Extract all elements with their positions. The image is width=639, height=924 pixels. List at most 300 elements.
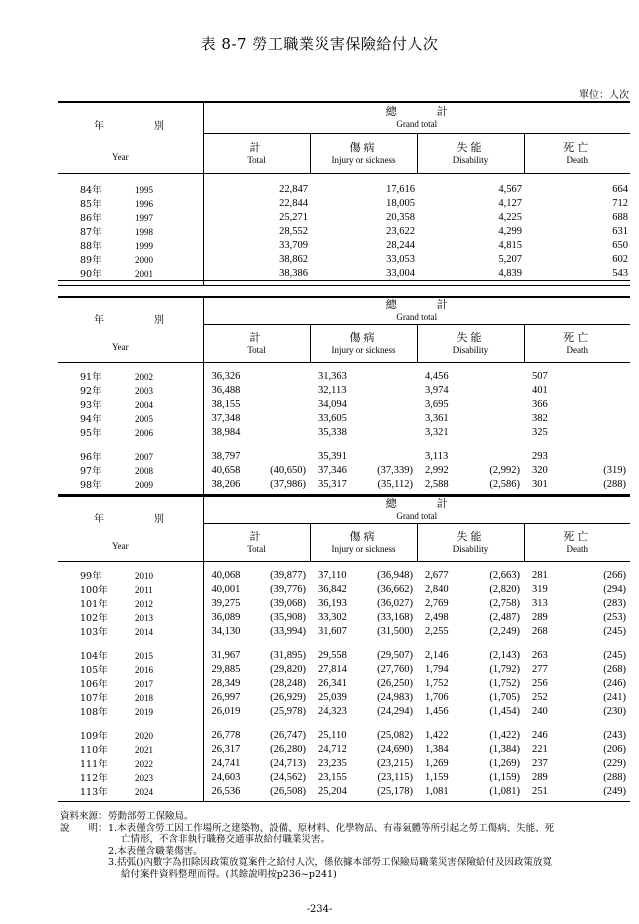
year-ad: 2006	[135, 428, 153, 438]
table-row	[58, 638, 630, 662]
cell-injury: 24,323	[318, 705, 347, 717]
cell-disability: 1,706	[425, 691, 449, 703]
cell-death-adjusted: (245)	[603, 649, 626, 661]
cell-injury: 35,391	[318, 450, 347, 462]
cell-disability: 4,225	[498, 211, 522, 223]
cell-disability-adjusted: (2,663)	[489, 569, 520, 581]
cell-injury: 25,204	[318, 785, 347, 797]
cell-death-adjusted: (229)	[603, 757, 626, 769]
table-row	[58, 425, 630, 439]
cell-death-adjusted: (241)	[603, 691, 626, 703]
cell-total: 29,885	[211, 663, 241, 675]
cell-total: 28,552	[279, 225, 308, 237]
table-row	[58, 439, 630, 463]
cell-disability-adjusted: (2,487)	[489, 611, 520, 623]
year-ad: 2000	[135, 255, 153, 265]
table-row	[58, 610, 630, 624]
cell-injury: 33,004	[386, 267, 415, 279]
year-ad: 2018	[135, 693, 153, 703]
cell-injury: 31,363	[318, 370, 347, 382]
year-ad: 2020	[135, 731, 153, 741]
cell-disability: 3,321	[425, 426, 449, 438]
year-ad: 1998	[135, 227, 153, 237]
cell-death: 602	[612, 253, 628, 265]
cell-death: 289	[532, 611, 548, 623]
cell-disability: 2,498	[425, 611, 449, 623]
cell-injury: 33,053	[386, 253, 415, 265]
year-roc: 111年	[80, 759, 108, 770]
cell-disability: 2,840	[425, 583, 449, 595]
year-roc: 88年	[80, 241, 102, 252]
year-ad: 2019	[135, 707, 153, 717]
year-roc: 110年	[80, 745, 108, 756]
cell-total-adjusted: (28,248)	[270, 677, 306, 689]
year-roc: 106年	[80, 679, 108, 690]
col-total: 計	[249, 529, 264, 543]
cell-death-adjusted: (266)	[603, 569, 626, 581]
cell-death: 256	[532, 677, 548, 689]
year-ad: 2013	[135, 613, 153, 623]
cell-death-adjusted: (268)	[603, 663, 626, 675]
notes	[60, 811, 632, 880]
year-roc: 86年	[80, 213, 102, 224]
cell-injury-adjusted: (25,178)	[377, 785, 413, 797]
year-roc: 93年	[80, 400, 102, 411]
cell-injury: 37,110	[318, 569, 347, 581]
table-row	[58, 210, 630, 224]
unit-label: 單位：人次	[579, 90, 629, 101]
table-section-1	[58, 101, 630, 286]
cell-total-adjusted: (40,650)	[270, 464, 306, 476]
year-ad: 2012	[135, 599, 153, 609]
note-label: 說 明：	[60, 822, 108, 834]
cell-injury-adjusted: (23,215)	[377, 757, 413, 769]
cell-disability: 5,207	[498, 253, 522, 265]
col-death-en: Death	[566, 344, 588, 355]
cell-disability-adjusted: (2,143)	[489, 649, 520, 661]
cell-disability: 1,269	[425, 757, 449, 769]
cell-disability: 3,695	[425, 398, 449, 410]
cell-injury: 27,814	[318, 663, 347, 675]
table-row	[58, 383, 630, 397]
cell-injury: 20,358	[386, 211, 415, 223]
cell-total: 22,847	[279, 183, 308, 195]
cell-injury-adjusted: (37,339)	[377, 464, 413, 476]
cell-injury-adjusted: (36,662)	[377, 583, 413, 595]
cell-total: 26,536	[211, 785, 241, 797]
table-row	[58, 196, 630, 210]
note-3b: 給付案件資料整理而得。(其餘說明按p236~p241)	[121, 868, 337, 880]
cell-total-adjusted: (25,978)	[270, 705, 306, 717]
col-injury-en: Injury or sickness	[331, 154, 396, 165]
year-ad: 2009	[135, 480, 153, 490]
cell-total: 33,709	[279, 239, 308, 251]
cell-disability: 4,839	[498, 267, 522, 279]
year-roc: 113年	[80, 787, 108, 798]
cell-disability-adjusted: (1,159)	[489, 771, 520, 783]
cell-death-adjusted: (246)	[603, 677, 626, 689]
cell-injury-adjusted: (29,507)	[377, 649, 413, 661]
cell-death-adjusted: (230)	[603, 705, 626, 717]
cell-injury: 25,039	[318, 691, 347, 703]
cell-total-adjusted: (33,994)	[270, 625, 306, 637]
cell-disability-adjusted: (1,081)	[489, 785, 520, 797]
col-death: 死亡	[563, 140, 592, 154]
year-header-en: Year	[112, 151, 129, 162]
cell-disability: 2,769	[425, 597, 449, 609]
cell-injury-adjusted: (26,250)	[377, 677, 413, 689]
cell-total: 36,089	[211, 611, 241, 623]
grand-total-header-en: Grand total	[396, 312, 438, 323]
cell-injury: 37,346	[318, 464, 347, 476]
table-row	[58, 662, 630, 676]
cell-total: 24,741	[211, 757, 241, 769]
cell-injury: 25,110	[318, 729, 347, 741]
cell-injury-adjusted: (31,500)	[377, 625, 413, 637]
cell-death: 401	[532, 384, 548, 396]
note-3a: 3.括弧()內數字為扣除因政策放寬案件之給付人次，係依據本部勞工保險局職業災害保險給付及因政策放寬	[108, 857, 552, 868]
cell-death: 313	[532, 597, 548, 609]
year-ad: 2003	[135, 386, 153, 396]
cell-total-adjusted: (35,908)	[270, 611, 306, 623]
cell-disability: 1,456	[425, 705, 449, 717]
year-ad: 1999	[135, 241, 153, 251]
cell-injury: 36,842	[318, 583, 347, 595]
cell-total-adjusted: (24,713)	[270, 757, 306, 769]
year-ad: 2023	[135, 773, 153, 783]
cell-death-adjusted: (249)	[603, 785, 626, 797]
year-roc: 89年	[80, 255, 102, 266]
col-total-en: Total	[247, 154, 266, 165]
cell-injury: 31,607	[318, 625, 347, 637]
cell-death: 382	[532, 412, 548, 424]
cell-death: 240	[532, 705, 548, 717]
cell-total-adjusted: (31,895)	[270, 649, 306, 661]
table-row	[58, 704, 630, 718]
col-total-en: Total	[247, 344, 266, 355]
table-row	[58, 363, 630, 384]
col-injury: 傷病	[349, 529, 378, 543]
cell-total: 26,019	[211, 705, 241, 717]
year-roc: 100年	[80, 585, 108, 596]
grand-total-header: 總計	[385, 298, 488, 312]
cell-death: 289	[532, 771, 548, 783]
cell-death: 631	[612, 225, 628, 237]
table-row	[58, 784, 630, 798]
cell-death: 712	[612, 197, 628, 209]
table-row	[58, 676, 630, 690]
cell-death-adjusted: (294)	[603, 583, 626, 595]
cell-injury: 23,622	[386, 225, 415, 237]
cell-total: 40,658	[211, 464, 241, 476]
year-ad: 2015	[135, 651, 153, 661]
col-injury-en: Injury or sickness	[331, 543, 396, 554]
table-row	[58, 770, 630, 784]
cell-death-adjusted: (243)	[603, 729, 626, 741]
cell-disability: 1,794	[425, 663, 449, 675]
year-roc: 92年	[80, 386, 102, 397]
cell-injury: 28,244	[386, 239, 415, 251]
cell-total-adjusted: (26,929)	[270, 691, 306, 703]
cell-injury: 26,341	[318, 677, 347, 689]
cell-disability-adjusted: (1,792)	[489, 663, 520, 675]
cell-total: 28,349	[211, 677, 241, 689]
year-header-en: Year	[112, 341, 129, 352]
cell-injury-adjusted: (27,760)	[377, 663, 413, 675]
cell-disability: 4,127	[498, 197, 522, 209]
cell-death: 319	[532, 583, 548, 595]
table-row	[58, 397, 630, 411]
table-section-3	[58, 495, 630, 802]
cell-injury: 32,113	[318, 384, 347, 396]
cell-disability-adjusted: (2,992)	[489, 464, 520, 476]
table-row	[58, 624, 630, 638]
col-total: 計	[249, 140, 264, 154]
cell-injury-adjusted: (35,112)	[377, 478, 413, 490]
year-roc: 91年	[80, 372, 102, 383]
cell-total: 37,348	[211, 412, 241, 424]
cell-injury: 34,094	[318, 398, 347, 410]
cell-disability: 4,815	[498, 239, 522, 251]
cell-disability: 2,992	[425, 464, 449, 476]
year-roc: 108年	[80, 707, 108, 718]
table-row	[58, 266, 630, 281]
year-ad: 2022	[135, 759, 153, 769]
col-death-en: Death	[566, 543, 588, 554]
grand-total-header-en: Grand total	[396, 119, 438, 130]
cell-total: 40,068	[211, 569, 241, 581]
table-row	[58, 742, 630, 756]
cell-disability: 1,081	[425, 785, 449, 797]
year-roc: 99年	[80, 571, 102, 582]
cell-death-adjusted: (319)	[603, 464, 626, 476]
table-row	[58, 174, 630, 197]
cell-total-adjusted: (37,986)	[270, 478, 306, 490]
year-roc: 101年	[80, 599, 108, 610]
cell-disability-adjusted: (1,454)	[489, 705, 520, 717]
cell-death: 281	[532, 569, 548, 581]
cell-total-adjusted: (26,508)	[270, 785, 306, 797]
table-row	[58, 562, 630, 583]
cell-disability: 2,588	[425, 478, 449, 490]
cell-total: 40,001	[211, 583, 241, 595]
cell-total-adjusted: (29,820)	[270, 663, 306, 675]
cell-disability: 3,974	[425, 384, 449, 396]
cell-total-adjusted: (39,877)	[270, 569, 306, 581]
col-disability: 失能	[456, 529, 485, 543]
cell-total: 38,386	[279, 267, 308, 279]
cell-total: 26,997	[211, 691, 241, 703]
cell-total: 38,797	[211, 450, 241, 462]
year-roc: 104年	[80, 651, 108, 662]
cell-total: 22,844	[279, 197, 308, 209]
cell-injury: 36,193	[318, 597, 347, 609]
year-roc: 94年	[80, 414, 102, 425]
cell-injury: 35,338	[318, 426, 347, 438]
year-ad: 2004	[135, 400, 153, 410]
cell-injury: 23,155	[318, 771, 347, 783]
cell-disability: 1,159	[425, 771, 449, 783]
cell-disability: 3,361	[425, 412, 449, 424]
cell-disability: 1,752	[425, 677, 449, 689]
cell-disability-adjusted: (1,384)	[489, 743, 520, 755]
cell-death: 325	[532, 426, 548, 438]
table-row	[58, 718, 630, 742]
cell-death: 293	[532, 450, 548, 462]
year-ad: 2014	[135, 627, 153, 637]
cell-death: 507	[532, 370, 548, 382]
col-death: 死亡	[563, 330, 592, 344]
cell-death: 543	[612, 267, 628, 279]
cell-death-adjusted: (253)	[603, 611, 626, 623]
year-roc: 85年	[80, 199, 102, 210]
cell-disability: 2,146	[425, 649, 449, 661]
grand-total-header: 總計	[385, 105, 488, 119]
cell-total-adjusted: (24,562)	[270, 771, 306, 783]
cell-disability: 4,456	[425, 370, 449, 382]
cell-death: 664	[612, 183, 628, 195]
year-ad: 2016	[135, 665, 153, 675]
cell-injury-adjusted: (36,948)	[377, 569, 413, 581]
col-disability-en: Disability	[452, 543, 489, 554]
cell-injury-adjusted: (25,082)	[377, 729, 413, 741]
cell-disability: 1,422	[425, 729, 449, 741]
table-row	[58, 756, 630, 770]
cell-death-adjusted: (288)	[603, 478, 626, 490]
year-roc: 90年	[80, 269, 102, 280]
table-row	[58, 690, 630, 704]
table-row	[58, 463, 630, 477]
cell-disability-adjusted: (1,705)	[489, 691, 520, 703]
year-roc: 112年	[80, 773, 108, 784]
note-2: 2.本表僅含職業傷害。	[108, 845, 203, 857]
cell-injury: 29,558	[318, 649, 347, 661]
col-disability-en: Disability	[452, 154, 489, 165]
cell-injury-adjusted: (24,690)	[377, 743, 413, 755]
cell-disability-adjusted: (1,422)	[489, 729, 520, 741]
cell-total: 34,130	[211, 625, 241, 637]
col-disability: 失能	[456, 140, 485, 154]
table-row	[58, 238, 630, 252]
cell-total: 39,275	[211, 597, 241, 609]
cell-death-adjusted: (245)	[603, 625, 626, 637]
cell-disability: 2,677	[425, 569, 449, 581]
cell-death-adjusted: (283)	[603, 597, 626, 609]
year-roc: 107年	[80, 693, 108, 704]
cell-death: 301	[532, 478, 548, 490]
cell-disability-adjusted: (1,752)	[489, 677, 520, 689]
cell-total-adjusted: (26,747)	[270, 729, 306, 741]
cell-injury: 17,616	[386, 183, 415, 195]
year-ad: 2011	[135, 585, 153, 595]
cell-death-adjusted: (206)	[603, 743, 626, 755]
year-roc: 105年	[80, 665, 108, 676]
cell-disability-adjusted: (1,269)	[489, 757, 520, 769]
cell-total: 26,317	[211, 743, 241, 755]
cell-death: 268	[532, 625, 548, 637]
note-1a: 1.本表僅含勞工因工作場所之建築物、設備、原材料、化學物品、有毒氣體等所引起之勞工傷病、失能、死	[108, 822, 555, 834]
year-roc: 98年	[80, 480, 102, 491]
year-roc: 87年	[80, 227, 102, 238]
page-number: -234-	[306, 904, 333, 915]
year-ad: 2021	[135, 745, 153, 755]
year-ad: 2005	[135, 414, 153, 424]
year-ad: 2024	[135, 787, 153, 797]
grand-total-header: 總計	[385, 497, 488, 511]
cell-injury: 24,712	[318, 743, 347, 755]
cell-disability: 2,255	[425, 625, 449, 637]
col-total: 計	[249, 330, 264, 344]
cell-death: 650	[612, 239, 628, 251]
year-ad: 2008	[135, 466, 153, 476]
cell-disability: 4,299	[498, 225, 522, 237]
year-ad: 2010	[135, 571, 153, 581]
table-row	[58, 224, 630, 238]
table-row	[58, 596, 630, 610]
cell-total-adjusted: (39,068)	[270, 597, 306, 609]
cell-total-adjusted: (26,280)	[270, 743, 306, 755]
cell-total: 38,984	[211, 426, 241, 438]
cell-total: 26,778	[211, 729, 241, 741]
cell-death: 277	[532, 663, 548, 675]
cell-death: 320	[532, 464, 548, 476]
source-text: 勞動部勞工保險局。	[108, 811, 194, 822]
cell-death-adjusted: (288)	[603, 771, 626, 783]
cell-disability-adjusted: (2,758)	[489, 597, 520, 609]
col-injury: 傷病	[349, 140, 378, 154]
cell-injury: 33,302	[318, 611, 347, 623]
year-ad: 2007	[135, 452, 153, 462]
year-ad: 1996	[135, 199, 153, 209]
col-disability-en: Disability	[452, 344, 489, 355]
cell-injury-adjusted: (33,168)	[377, 611, 413, 623]
cell-death: 221	[532, 743, 548, 755]
source-label: 資料來源：	[60, 811, 108, 822]
cell-disability: 1,384	[425, 743, 449, 755]
cell-injury-adjusted: (23,115)	[377, 771, 413, 783]
cell-disability: 3,113	[425, 450, 449, 462]
col-injury: 傷病	[349, 330, 378, 344]
col-death-en: Death	[566, 154, 588, 165]
col-total-en: Total	[247, 543, 266, 554]
cell-total: 38,862	[279, 253, 308, 265]
year-ad: 1997	[135, 213, 153, 223]
cell-disability: 4,567	[498, 183, 522, 195]
table-row	[58, 582, 630, 596]
cell-total: 36,326	[211, 370, 241, 382]
cell-death: 237	[532, 757, 548, 769]
year-ad: 1995	[135, 185, 153, 195]
cell-total: 31,967	[211, 649, 241, 661]
cell-total: 38,155	[211, 398, 241, 410]
year-ad: 2001	[135, 269, 153, 279]
cell-injury: 35,317	[318, 478, 347, 490]
year-roc: 97年	[80, 466, 102, 477]
year-header: 年 別	[94, 120, 164, 132]
cell-injury: 33,605	[318, 412, 347, 424]
year-roc: 84年	[80, 185, 102, 196]
year-roc: 103年	[80, 627, 108, 638]
table-row	[58, 477, 630, 491]
grand-total-header-en: Grand total	[396, 511, 438, 522]
cell-death: 688	[612, 211, 628, 223]
table-section-2	[58, 296, 630, 495]
year-header-en: Year	[112, 540, 129, 551]
col-injury-en: Injury or sickness	[331, 344, 396, 355]
cell-injury-adjusted: (36,027)	[377, 597, 413, 609]
col-death: 死亡	[563, 529, 592, 543]
cell-total: 24,603	[211, 771, 241, 783]
